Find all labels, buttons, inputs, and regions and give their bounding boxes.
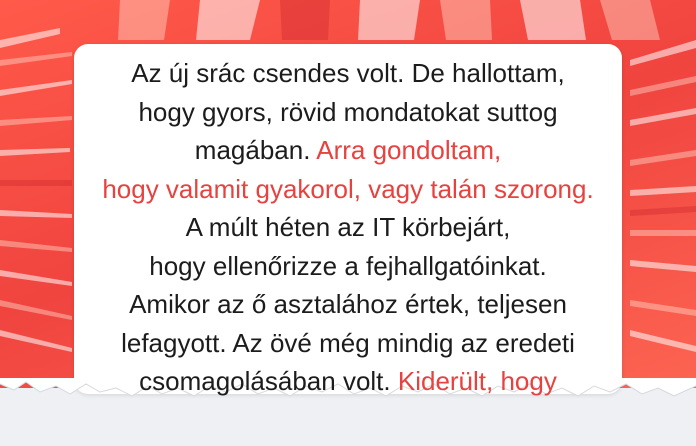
story-line-3-text: magában. [194,135,311,165]
story-line-3 [74,131,622,170]
story-line-2: hogy gyors, rövid mondatokat suttog [138,96,558,127]
highlight-text-3: Kiderült, hogy [397,366,557,396]
story-line-5: A múlt héten az IT körbejárt, [185,212,511,242]
story-line-6: hogy ellenőrizze a fejhallgatóinkat. [149,250,547,281]
highlight-text-2: hogy valamit gyakorol, vagy talán szorong. [102,173,594,204]
story-line-1: Az új srác csendes volt. De hallottam, [131,58,565,88]
story-line-9-text: csomagolásában volt. [139,366,391,396]
highlight-text-1: Arra gondoltam, [316,135,502,165]
story-text [74,54,622,401]
story-line-8: lefagyott. Az övé még mindig az eredeti [121,327,575,358]
story-line-9 [74,362,622,401]
story-line-7: Amikor az ő asztalához értek, teljesen [129,289,567,319]
